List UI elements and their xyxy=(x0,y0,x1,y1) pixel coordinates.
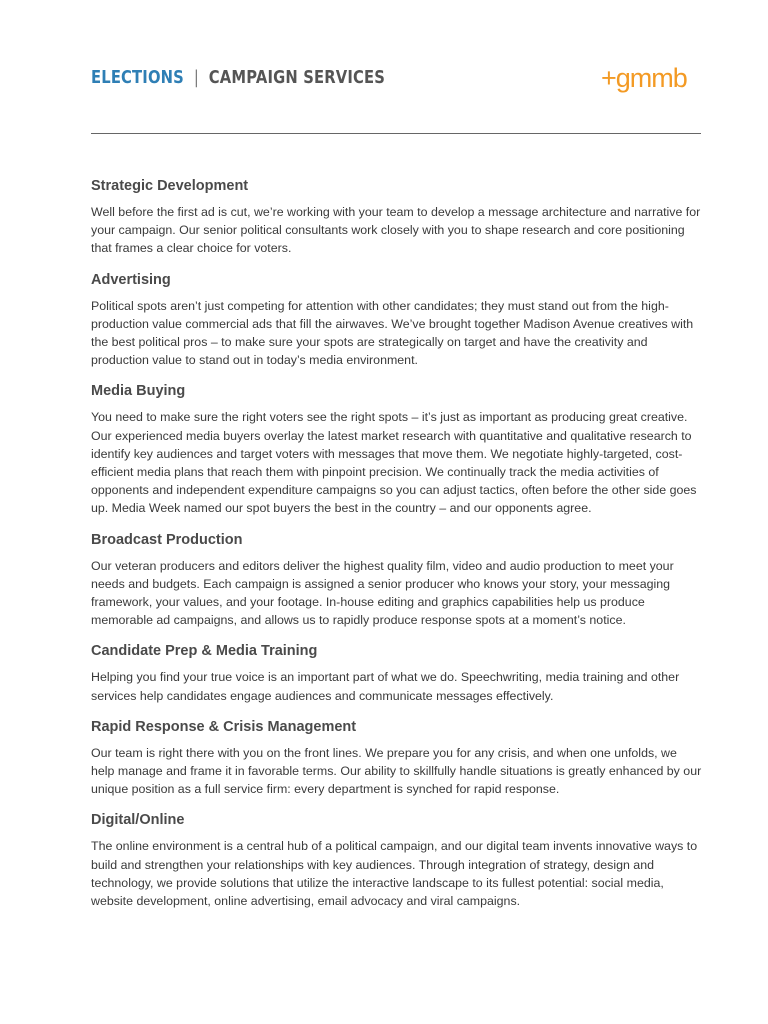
page-header xyxy=(91,64,701,98)
header-divider xyxy=(91,133,701,134)
section-media-buying xyxy=(91,383,703,517)
section-heading: Digital/Online xyxy=(91,812,185,829)
gmmb-logo xyxy=(601,62,701,104)
section-body: Political spots aren’t just competing for attention with other candidates; they must stand out from the high-production value commercial ads that fill the airwaves. We’ve brought together Madison Avenue creatives with the best political pros – to make sure your spots are strategically on target and have the creativity and production value to stand out in today’s media environment. xyxy=(91,298,694,368)
section-digital-online xyxy=(91,812,703,910)
section-heading: Candidate Prep & Media Training xyxy=(91,643,318,660)
section-candidate-prep xyxy=(91,643,703,704)
section-body: You need to make sure the right voters see the right spots – it’s just as important as producing great creative. Our experienced media buyers overlay the latest market research with quantitative and qualitative research to identify key audiences and target voters with messages that move them. We negotiate highly-targeted, cost-efficient media plans that reach them with pinpoint precision. We continually track the media activities of opponents and independent expenditure campaigns so you can adjust tactics, often before the other side goes up. Media Week named our spot buyers the best in the country – and our opponents agree. xyxy=(91,410,697,516)
logo-wordmark: +gmmb xyxy=(601,63,687,93)
section-broadcast-production xyxy=(91,532,703,630)
section-body: Our team is right there with you on the front lines. We prepare you for any crisis, and when one unfolds, we help manage and frame it in favorable terms. Our ability to skillfully handle situations is greatly enhanced by our unique position as a full service firm: every department is synched for rapid response. xyxy=(91,745,702,797)
section-body: The online environment is a central hub of a political campaign, and our digital team invents innovative ways to build and strengthen your relationships with key audiences. Through integration of strategy, design and technology, we provide solutions that utilize the interactive landscape to its fullest potential: social media, website development, online advertising, email advocacy and viral campaigns. xyxy=(91,839,698,909)
section-strategic-development xyxy=(91,178,703,258)
section-body: Our veteran producers and editors deliver the highest quality film, video and audio production to meet your needs and budgets. Each campaign is assigned a senior producer who knows your story, your messaging framework, your values, and your footage. In-house editing and graphics capabilities help us produce memorable ad campaigns, and allows us to rapidly produce response spots at a moment’s notice. xyxy=(91,558,674,628)
section-body: Well before the first ad is cut, we’re working with your team to develop a message architecture and narrative for your campaign. Our senior political consultants work closely with you to shape research and core positioning that frames a clear choice for voters. xyxy=(91,205,701,256)
section-heading: Rapid Response & Crisis Management xyxy=(91,718,357,735)
main-content xyxy=(91,178,703,924)
section-heading: Advertising xyxy=(91,271,171,288)
section-advertising xyxy=(91,272,703,370)
title-separator: | xyxy=(193,67,199,88)
section-heading: Broadcast Production xyxy=(91,531,243,548)
section-rapid-response xyxy=(91,719,703,799)
section-heading: Media Buying xyxy=(91,383,186,400)
section-body: Helping you find your true voice is an important part of what we do. Speechwriting, media training and other services help candidates engage audiences and communicate messages effectively. xyxy=(91,670,680,703)
section-heading: Strategic Development xyxy=(91,178,249,194)
page-subtitle: CAMPAIGN SERVICES xyxy=(208,67,386,88)
header-title xyxy=(91,67,385,88)
category-label: ELECTIONS xyxy=(91,67,184,88)
